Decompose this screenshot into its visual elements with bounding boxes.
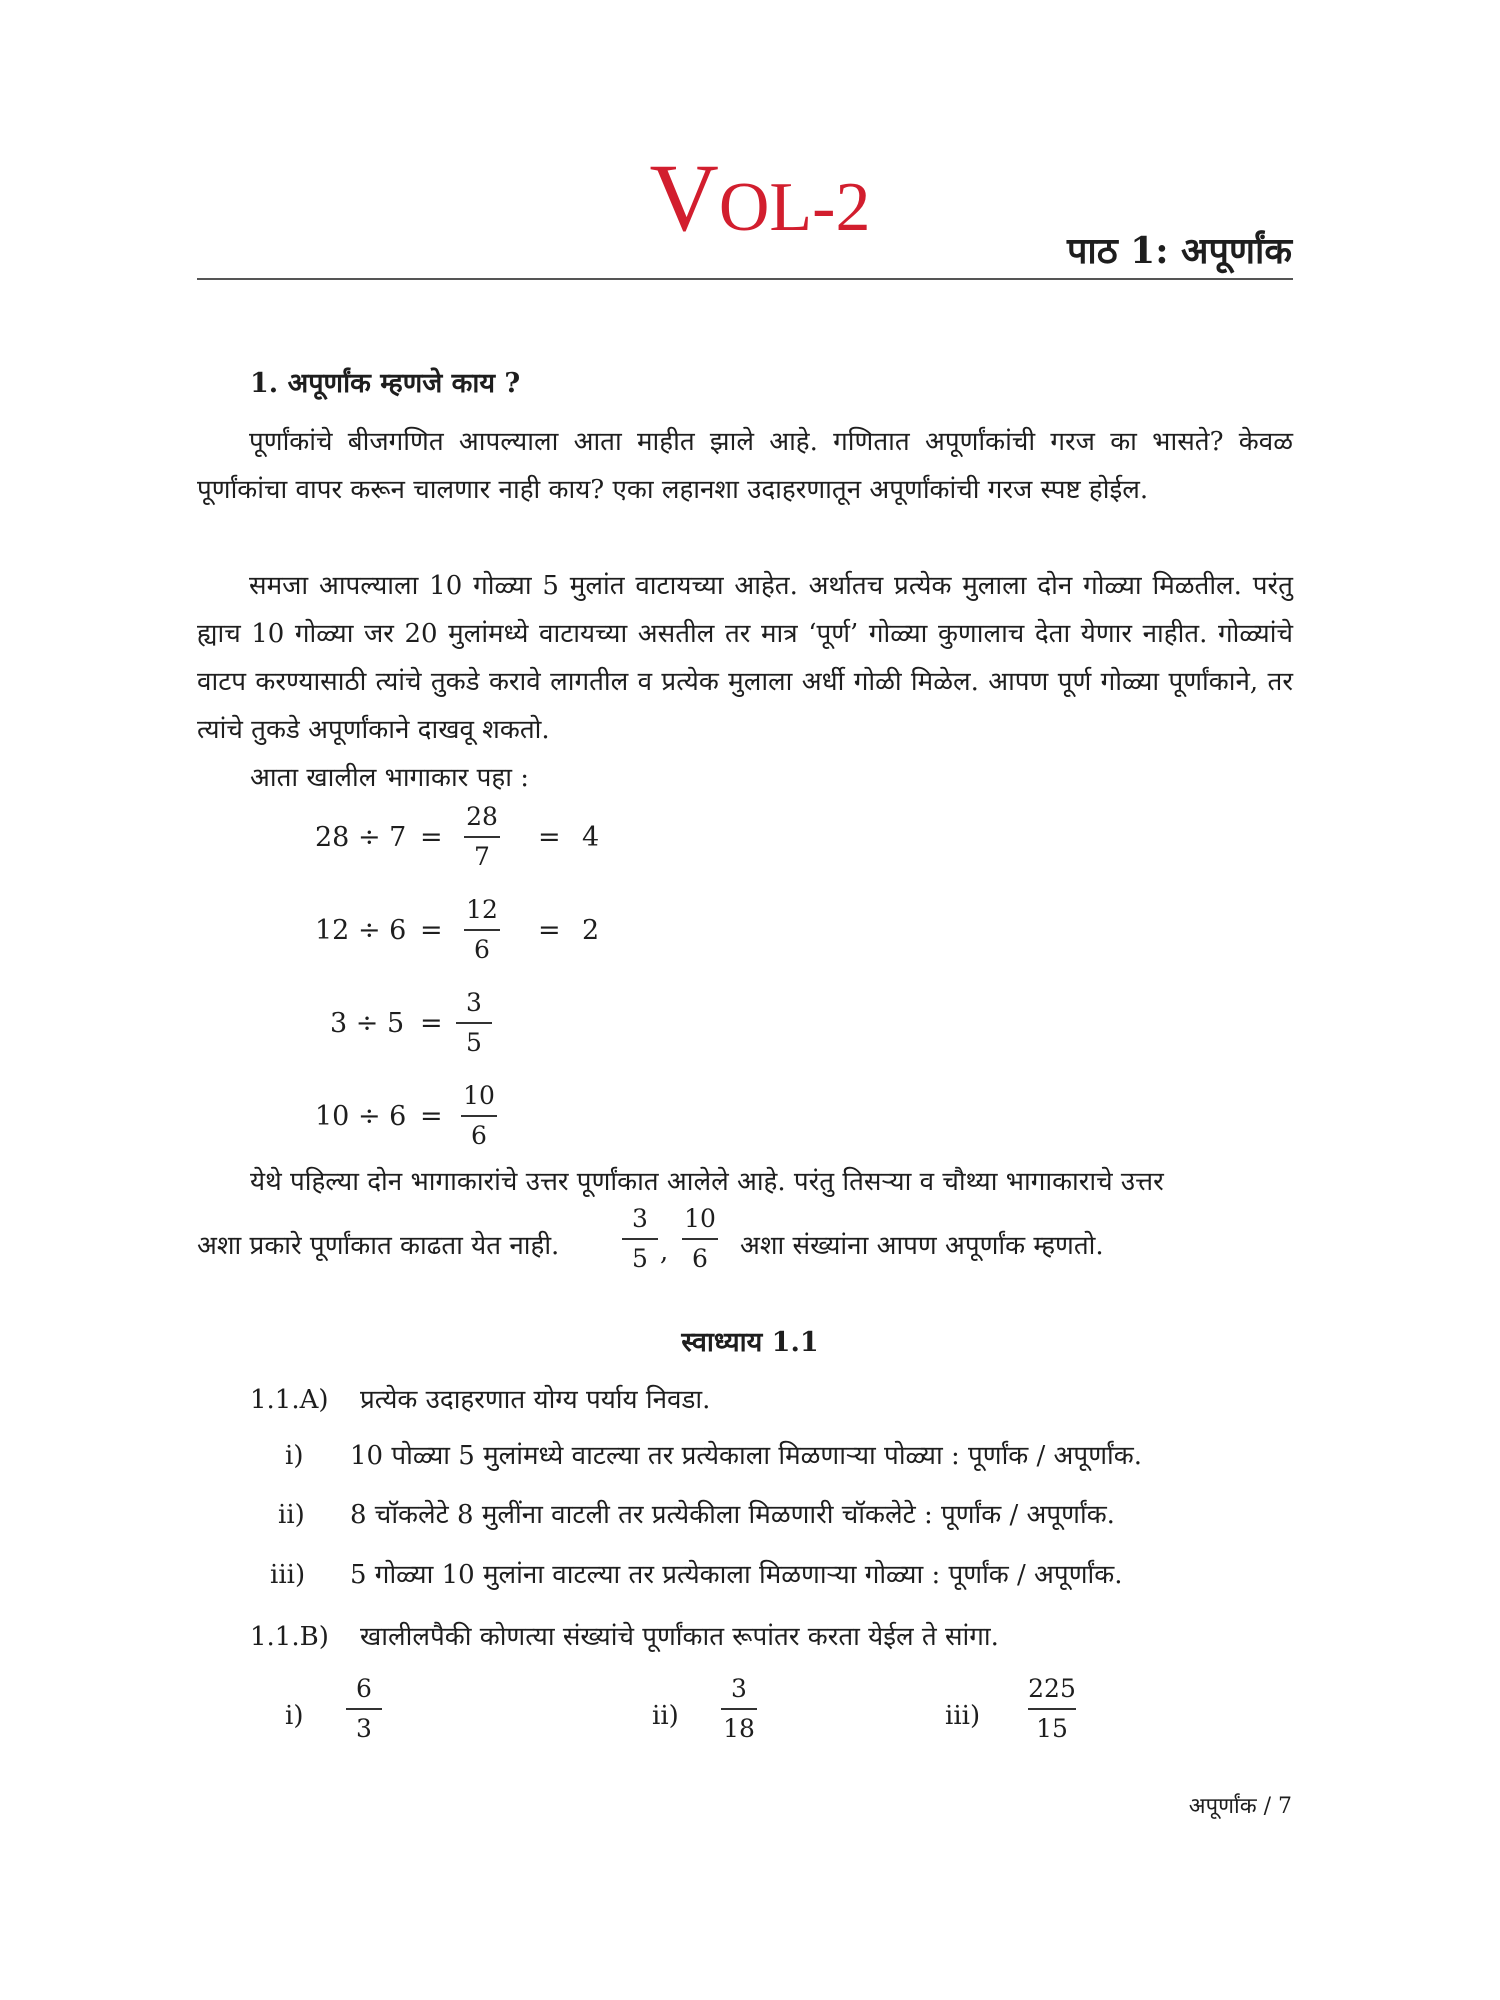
question-b-item-label: iii) <box>945 1701 981 1731</box>
fraction-separator: , <box>660 1237 669 1267</box>
fraction-bar <box>456 1022 492 1024</box>
fraction <box>458 893 506 967</box>
fraction-bar <box>464 929 500 931</box>
equals-sign: = <box>420 1101 443 1132</box>
question-b-text: खालीलपैकी कोणत्या संख्यांचे पूर्णांकात रूपांतर करता येईल ते सांगा. <box>360 1622 999 1652</box>
question-b-fraction <box>340 1672 388 1746</box>
question-a-item-label: ii) <box>278 1500 305 1530</box>
fraction <box>458 800 506 874</box>
fraction-bar <box>464 836 500 838</box>
fraction-denominator: 15 <box>1036 1714 1068 1743</box>
volume-title <box>560 144 960 251</box>
fraction-denominator: 6 <box>692 1244 708 1273</box>
volume-title-initial: V <box>649 144 719 251</box>
fraction-denominator: 6 <box>471 1121 487 1150</box>
equation-result: 2 <box>582 915 600 946</box>
equals-sign: = <box>538 915 561 946</box>
equals-sign: = <box>420 822 443 853</box>
equation-lhs: 10 ÷ 6 <box>315 1101 407 1132</box>
equals-sign: = <box>420 1008 443 1039</box>
question-a-item-text: 10 पोळ्या 5 मुलांमध्ये वाटल्या तर प्रत्येकाला मिळणाऱ्या पोळ्या : पूर्णांक / अपूर्णांक. <box>350 1441 1142 1471</box>
paragraph-1-text: पूर्णांकांचे बीजगणित आपल्याला आता माहीत झाले आहे. गणितात अपूर्णांकांची गरज का भासते? केवळ पूर्णांकांचा वापर करून चालणार नाही काय? एका लहानशा उदाहरणातून अपूर्णांकांची गरज स्पष्ट होईल. <box>197 427 1293 505</box>
volume-title-rest: OL-2 <box>718 169 871 246</box>
paragraph-3: आता खालील भागाकार पहा : <box>250 763 529 793</box>
fraction <box>450 986 498 1060</box>
equals-sign: = <box>538 822 561 853</box>
fraction-numerator: 6 <box>356 1674 372 1703</box>
question-b-fraction <box>1022 1672 1082 1746</box>
fraction <box>455 1079 503 1153</box>
fraction-denominator: 5 <box>466 1028 482 1057</box>
fraction-denominator: 5 <box>632 1244 648 1273</box>
fraction-numerator: 3 <box>466 988 482 1017</box>
exercise-title: स्वाध्याय 1.1 <box>681 1327 819 1358</box>
fraction-denominator: 7 <box>474 842 490 871</box>
paragraph-1 <box>197 418 1293 514</box>
question-a-item-text: 5 गोळ्या 10 मुलांना वाटल्या तर प्रत्येकाला मिळणाऱ्या गोळ्या : पूर्णांक / अपूर्णांक. <box>350 1560 1123 1590</box>
fraction-numerator: 10 <box>684 1204 716 1233</box>
paragraph-2-text: समजा आपल्याला 10 गोळ्या 5 मुलांत वाटायच्या आहेत. अर्थातच प्रत्येक मुलाला दोन गोळ्या मिळतील. परंतु ह्याच 10 गोळ्या जर 20 मुलांमध्ये वाटायच्या असतील तर मात्र ‘पूर्ण’ गोळ्या कुणालाच देता येणार नाहीत. गोळ्यांचे वाटप करण्यासाठी त्यांचे तुकडे करावे लागतील व प्रत्येक मुलाला अर्धी गोळी मिळेल. आपण पूर्ण गोळ्या पूर्णांकाने, तर त्यांचे तुकडे अपूर्णांकाने दाखवू शकतो. <box>197 571 1293 745</box>
header-divider <box>197 278 1293 280</box>
fraction-bar <box>461 1115 497 1117</box>
fraction-bar <box>622 1238 658 1240</box>
paragraph-4-suffix: अशा संख्यांना आपण अपूर्णांक म्हणतो. <box>740 1231 1104 1261</box>
chapter-title: पाठ 1: अपूर्णांक <box>1066 230 1292 272</box>
question-a-item-label: iii) <box>270 1560 306 1590</box>
paragraph-4-line-1: येथे पहिल्या दोन भागाकारांचे उत्तर पूर्णांकात आलेले आहे. परंतु तिसऱ्या व चौथ्या भागाकाराचे उत्तर <box>250 1167 1164 1197</box>
question-b-item-label: ii) <box>652 1701 679 1731</box>
fraction-bar <box>682 1238 718 1240</box>
fraction-denominator: 18 <box>723 1714 755 1743</box>
fraction-numerator: 12 <box>466 895 498 924</box>
fraction-bar <box>346 1708 382 1710</box>
equals-sign: = <box>420 915 443 946</box>
fraction-numerator: 10 <box>463 1081 495 1110</box>
page-footer: अपूर्णांक / 7 <box>1188 1794 1292 1819</box>
inline-fraction <box>616 1202 664 1276</box>
equation-result: 4 <box>582 822 600 853</box>
question-b-item-label: i) <box>285 1701 304 1731</box>
section-heading: 1. अपूर्णांक म्हणजे काय ? <box>250 368 521 399</box>
question-a-text: प्रत्येक उदाहरणात योग्य पर्याय निवडा. <box>360 1385 711 1415</box>
fraction-numerator: 3 <box>731 1674 747 1703</box>
fraction-numerator: 225 <box>1028 1674 1076 1703</box>
fraction-numerator: 3 <box>632 1204 648 1233</box>
fraction-numerator: 28 <box>466 802 498 831</box>
question-a-item-label: i) <box>285 1441 304 1471</box>
question-a-item-text: 8 चॉकलेटे 8 मुलींना वाटली तर प्रत्येकीला मिळणारी चॉकलेटे : पूर्णांक / अपूर्णांक. <box>350 1500 1115 1530</box>
question-b-fraction <box>715 1672 763 1746</box>
paragraph-4-prefix: अशा प्रकारे पूर्णांकात काढता येत नाही. <box>197 1231 560 1261</box>
fraction-denominator: 3 <box>356 1714 372 1743</box>
fraction-bar <box>721 1708 757 1710</box>
fraction-denominator: 6 <box>474 935 490 964</box>
question-b-label: 1.1.B) <box>250 1622 329 1652</box>
question-a-label: 1.1.A) <box>250 1385 329 1415</box>
inline-fraction <box>676 1202 724 1276</box>
equation-lhs: 12 ÷ 6 <box>315 915 407 946</box>
fraction-bar <box>1028 1708 1076 1710</box>
equation-lhs: 28 ÷ 7 <box>315 822 407 853</box>
paragraph-2 <box>197 562 1293 754</box>
equation-lhs: 3 ÷ 5 <box>330 1008 405 1039</box>
